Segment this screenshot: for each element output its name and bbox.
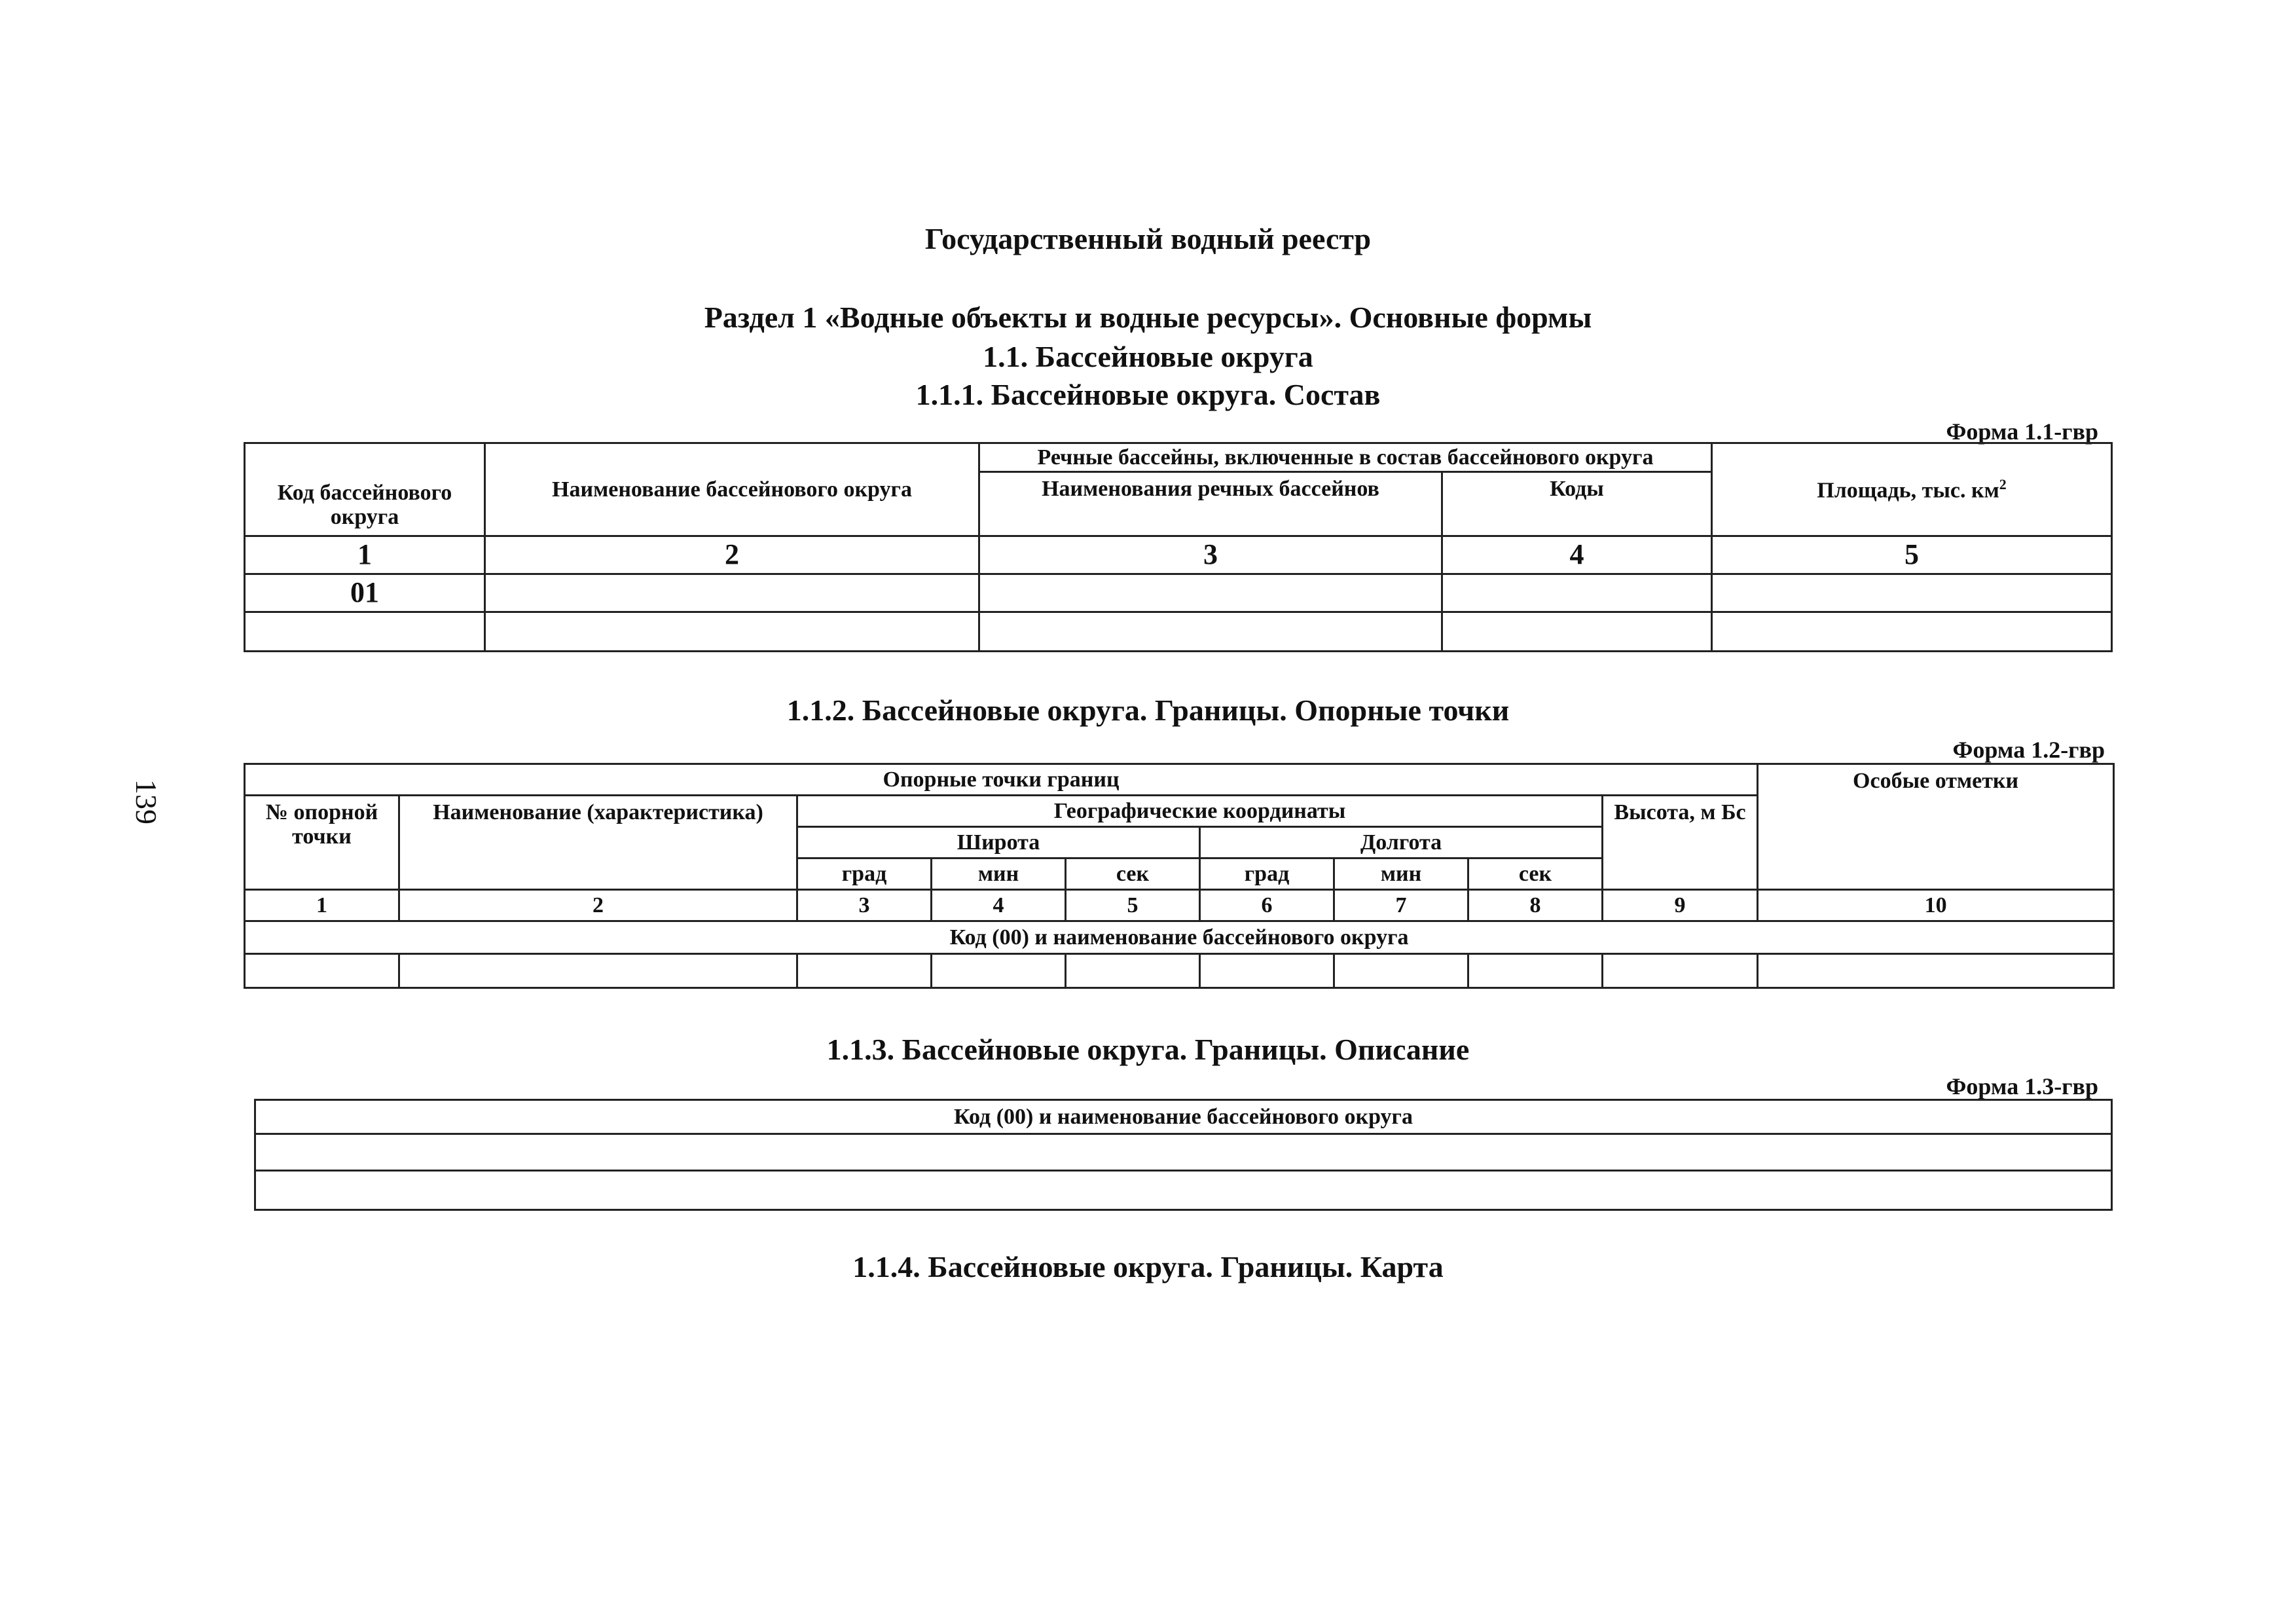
- form4-title: 1.1.4. Бассейновые округа. Границы. Карта: [852, 1250, 1444, 1283]
- form2-district-row: Код (00) и наименование бассейнового округа: [245, 921, 2114, 954]
- form2-header-lon-deg: град: [1200, 858, 1334, 890]
- form3-label: Форма 1.3-гвр: [1946, 1073, 2098, 1099]
- form1-header-area: [1712, 443, 2112, 536]
- form2-colnum-3: 3: [797, 890, 932, 921]
- form2-colnum-10: 10: [1758, 890, 2114, 921]
- form1-label: Форма 1.1-гвр: [1946, 418, 2098, 445]
- form2-header-point-no: № опорной точки: [245, 796, 399, 890]
- form2-colnum-5: 5: [1066, 890, 1200, 921]
- form2-colnum-1: 1: [245, 890, 399, 921]
- document-title: Государственный водный реестр: [924, 222, 1372, 255]
- form1-colnum-3: 3: [979, 536, 1442, 574]
- form1-row1-codes: [1442, 574, 1712, 612]
- form1-header-code: Код бассейнового округа: [245, 443, 485, 536]
- form2-data-cell-2: [399, 954, 797, 988]
- form1-table: [244, 442, 2113, 652]
- form1-title: 1.1.1. Бассейновые округа. Состав: [915, 378, 1381, 411]
- form1-row1-code: 01: [245, 574, 485, 612]
- form1-row2-codes: [1442, 612, 1712, 652]
- form2-data-cell-5: [1066, 954, 1200, 988]
- form1-header-river-names: Наименования речных бассейнов: [979, 472, 1442, 536]
- form2-table: [244, 763, 2115, 989]
- form1-row2-code: [245, 612, 485, 652]
- form1-colnum-1: 1: [245, 536, 485, 574]
- form1-colnum-2: 2: [485, 536, 979, 574]
- form1-header-codes: Коды: [1442, 472, 1712, 536]
- form1-row1-river-names: [979, 574, 1442, 612]
- form2-header-lat-min: мин: [932, 858, 1066, 890]
- form2-data-cell-1: [245, 954, 399, 988]
- form2-data-cell-8: [1468, 954, 1603, 988]
- form2-header-special-marks: Особые отметки: [1758, 764, 2114, 890]
- section-title: Раздел 1 «Водные объекты и водные ресурсы». Основные формы: [704, 301, 1592, 334]
- form3-header-row: Код (00) и наименование бассейнового округа: [255, 1100, 2112, 1134]
- form1-header-area-text: Площадь, тыс. км: [1817, 477, 1999, 502]
- form1-row2-name: [485, 612, 979, 652]
- form2-header-latitude: Широта: [797, 827, 1200, 858]
- page-number: 139: [130, 779, 163, 824]
- form1-header-area-sup: 2: [1999, 475, 2007, 492]
- form1-colnum-5: 5: [1712, 536, 2112, 574]
- form2-header-geo-group: Географические координаты: [797, 796, 1603, 827]
- form2-colnum-9: 9: [1603, 890, 1758, 921]
- form2-header-longitude: Долгота: [1200, 827, 1603, 858]
- form3-table: [254, 1099, 2113, 1211]
- form2-header-points-group: Опорные точки границ: [245, 764, 1758, 796]
- form1-row2-area: [1712, 612, 2112, 652]
- form1-colnum-4: 4: [1442, 536, 1712, 574]
- form2-colnum-6: 6: [1200, 890, 1334, 921]
- form2-data-cell-7: [1334, 954, 1468, 988]
- form2-header-height: Высота, м Бс: [1603, 796, 1758, 890]
- form2-data-cell-10: [1758, 954, 2114, 988]
- form2-header-lat-sec: сек: [1066, 858, 1200, 890]
- form2-header-lon-sec: сек: [1468, 858, 1603, 890]
- form2-data-cell-4: [932, 954, 1066, 988]
- subsection-title: 1.1. Бассейновые округа: [983, 340, 1313, 373]
- form1-header-name: Наименование бассейнового округа: [485, 443, 979, 536]
- form2-header-lat-deg: град: [797, 858, 932, 890]
- form2-data-cell-9: [1603, 954, 1758, 988]
- form2-colnum-8: 8: [1468, 890, 1603, 921]
- form2-data-cell-6: [1200, 954, 1334, 988]
- form3-row-1: [255, 1134, 2112, 1171]
- form2-colnum-4: 4: [932, 890, 1066, 921]
- form1-row2-river-names: [979, 612, 1442, 652]
- form2-label: Форма 1.2-гвр: [1952, 737, 2105, 763]
- form2-header-name: Наименование (характеристика): [399, 796, 797, 890]
- form1-header-rivers-group: Речные бассейны, включенные в состав бассейнового округа: [979, 443, 1712, 472]
- form2-title: 1.1.2. Бассейновые округа. Границы. Опорные точки: [786, 693, 1510, 727]
- form2-header-lon-min: мин: [1334, 858, 1468, 890]
- form1-row1-name: [485, 574, 979, 612]
- form3-title: 1.1.3. Бассейновые округа. Границы. Описание: [826, 1033, 1470, 1066]
- form2-colnum-7: 7: [1334, 890, 1468, 921]
- form1-row1-area: [1712, 574, 2112, 612]
- form3-row-2: [255, 1171, 2112, 1210]
- form2-colnum-2: 2: [399, 890, 797, 921]
- form2-data-cell-3: [797, 954, 932, 988]
